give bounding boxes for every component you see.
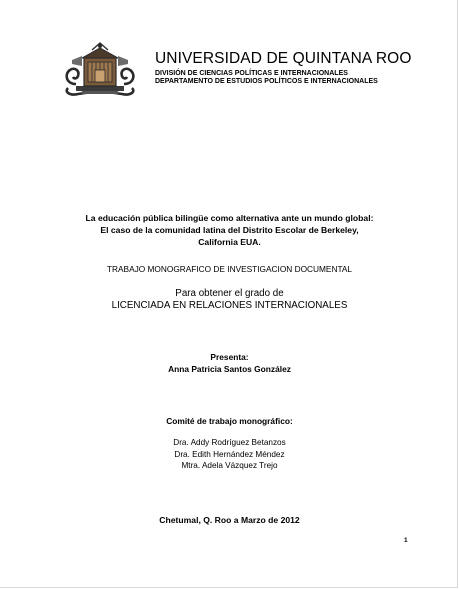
place-and-date: Chetumal, Q. Roo a Marzo de 2012: [159, 515, 300, 525]
thesis-title-line-2: El caso de la comunidad latina del Distrito Escolar de Berkeley,: [100, 225, 359, 235]
committee-member: Mtra. Adela Vázquez Trejo: [181, 461, 278, 470]
department-name: DEPARTAMENTO DE ESTUDIOS POLÍTICOS E INTERNACIONALES: [155, 78, 378, 85]
work-type: TRABAJO MONOGRAFICO DE INVESTIGACION DOCUMENTAL: [106, 264, 353, 274]
page-number: 1: [404, 537, 408, 544]
presenter-label: Presenta:: [210, 352, 249, 362]
degree-name: LICENCIADA EN RELACIONES INTERNACIONALES: [111, 300, 348, 311]
committee-member: Dra. Edith Hernández Méndez: [174, 450, 285, 459]
committee-member: Dra. Addy Rodríguez Betanzos: [173, 438, 286, 447]
thesis-title-line-3: California EUA.: [198, 237, 261, 247]
division-name: DIVISIÓN DE CIENCIAS POLÍTICAS E INTERNACIONALES: [155, 70, 348, 77]
university-name: UNIVERSIDAD DE QUINTANA ROO: [155, 50, 412, 67]
author-name: Anna Patricia Santos González: [168, 364, 291, 374]
university-seal-icon: [62, 40, 138, 100]
degree-intro: Para obtener el grado de: [175, 288, 284, 299]
committee-label: Comité de trabajo monográfico:: [166, 416, 293, 426]
thesis-title-line-1: La educación pública bilingüe como alternativa ante un mundo global:: [85, 213, 374, 223]
